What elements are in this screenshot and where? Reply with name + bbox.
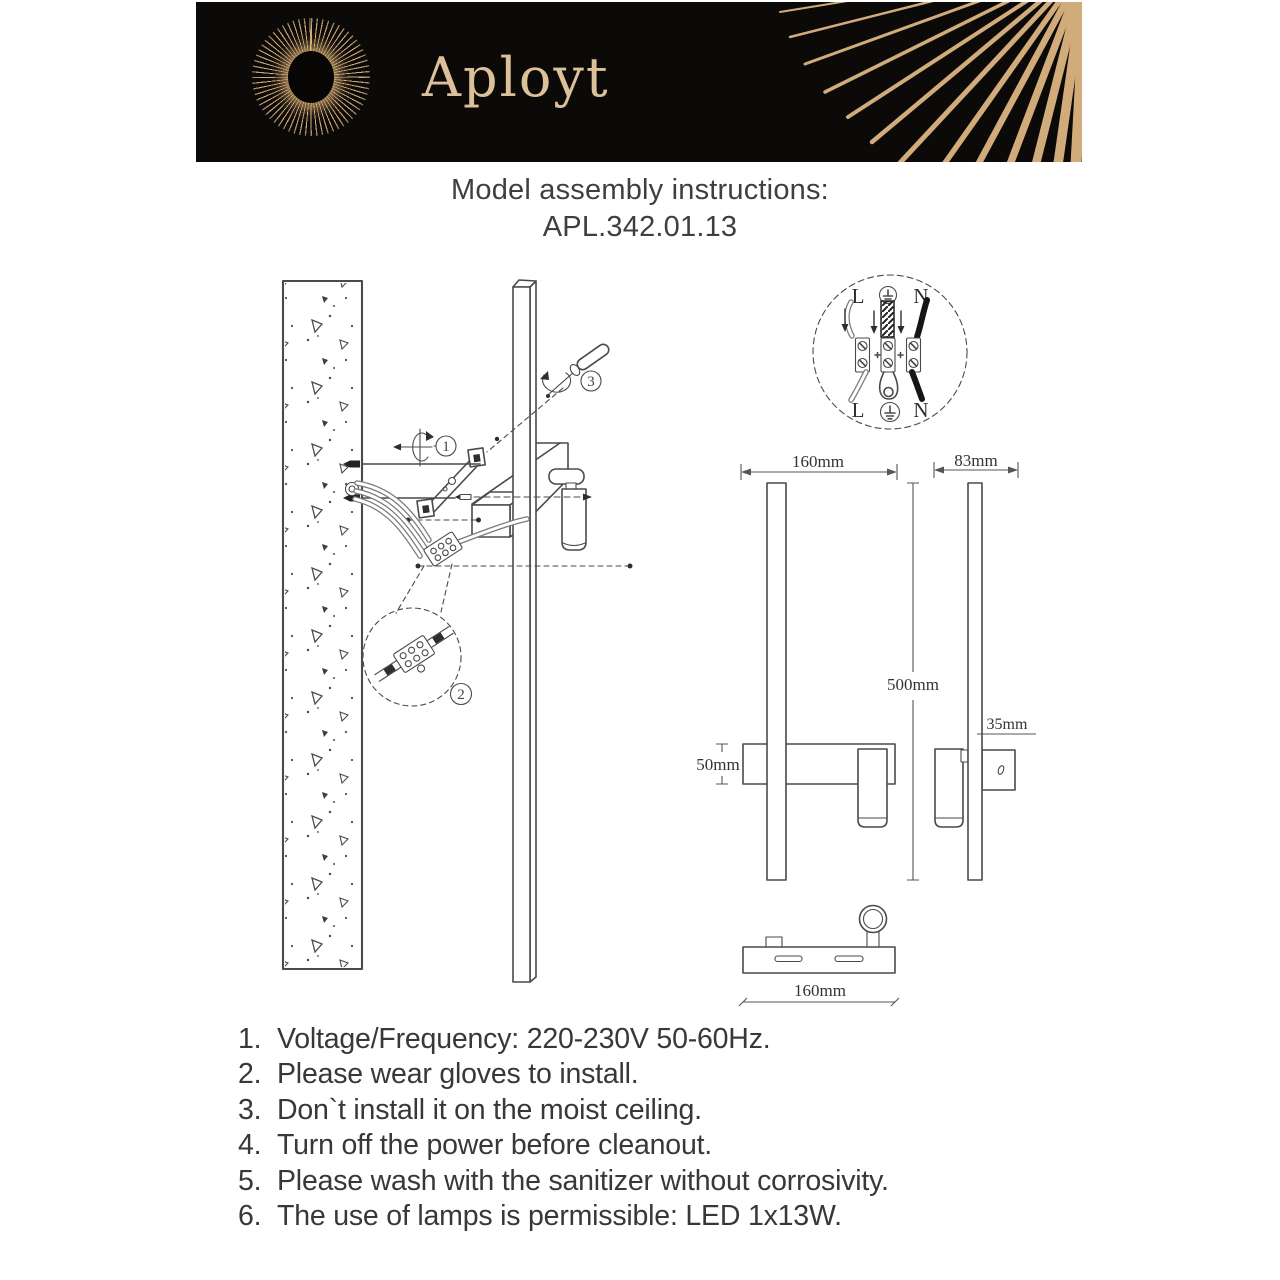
item-number: 2. xyxy=(238,1058,262,1091)
side-width-label: 83mm xyxy=(954,451,998,470)
front-width-label: 160mm xyxy=(792,452,844,471)
item-text: Voltage/Frequency: 220-230V 50-60Hz. xyxy=(277,1023,771,1055)
step3-screw-icon xyxy=(487,342,611,452)
list-item xyxy=(238,1093,889,1128)
spotlight-head xyxy=(549,469,586,550)
side-view xyxy=(934,451,1036,880)
front-view xyxy=(696,452,939,880)
line-label-top: L xyxy=(851,284,865,308)
bottom-view xyxy=(739,906,899,1007)
list-item xyxy=(238,1057,889,1092)
item-text: Turn off the power before cleanout. xyxy=(277,1129,713,1162)
neutral-label-top: N xyxy=(913,284,929,308)
list-item xyxy=(238,1022,889,1057)
step3-badge xyxy=(581,371,601,391)
item-text: Don`t install it on the moist ceiling. xyxy=(277,1093,702,1126)
item-number: 1. xyxy=(238,1023,262,1055)
list-item xyxy=(238,1164,889,1199)
wall-strip xyxy=(283,281,362,969)
brand-name: Aployt xyxy=(422,46,610,109)
base-width-label: 160mm xyxy=(794,981,846,1000)
height-label: 500mm xyxy=(887,675,939,694)
step2-detail-circle xyxy=(363,608,462,706)
step3-number: 3 xyxy=(587,374,595,390)
item-text: Please wash with the sanitizer without corrosivity. xyxy=(277,1164,889,1197)
wiring-connection-detail xyxy=(813,275,967,429)
side-depth-label: 35mm xyxy=(986,716,1028,733)
instructions-list xyxy=(238,1022,889,1234)
ground-symbol-bottom xyxy=(881,403,900,422)
list-item xyxy=(238,1199,889,1234)
step1-badge xyxy=(434,436,456,456)
step1-rotate-icon xyxy=(393,429,434,466)
item-number: 3. xyxy=(238,1093,262,1126)
item-text: Please wear gloves to install. xyxy=(277,1058,639,1091)
title-line2: APL.342.01.13 xyxy=(542,211,738,243)
lamp-vertical-bar xyxy=(513,280,536,982)
item-text: The use of lamps is permissible: LED 1x13W. xyxy=(277,1200,842,1233)
neutral-label-bottom: N xyxy=(913,398,929,422)
line-label-bottom: L xyxy=(851,398,865,422)
item-number: 6. xyxy=(238,1200,262,1233)
terminal-block-detail xyxy=(856,338,921,372)
step2-number: 2 xyxy=(457,687,465,703)
step2-badge xyxy=(451,684,472,705)
sunburst-core xyxy=(288,51,334,103)
body-height-label: 50mm xyxy=(696,755,740,774)
title-line1: Model assembly instructions: xyxy=(451,174,829,206)
item-number: 5. xyxy=(238,1164,262,1197)
item-number: 4. xyxy=(238,1129,262,1162)
list-item xyxy=(238,1128,889,1163)
step1-number: 1 xyxy=(442,439,450,455)
